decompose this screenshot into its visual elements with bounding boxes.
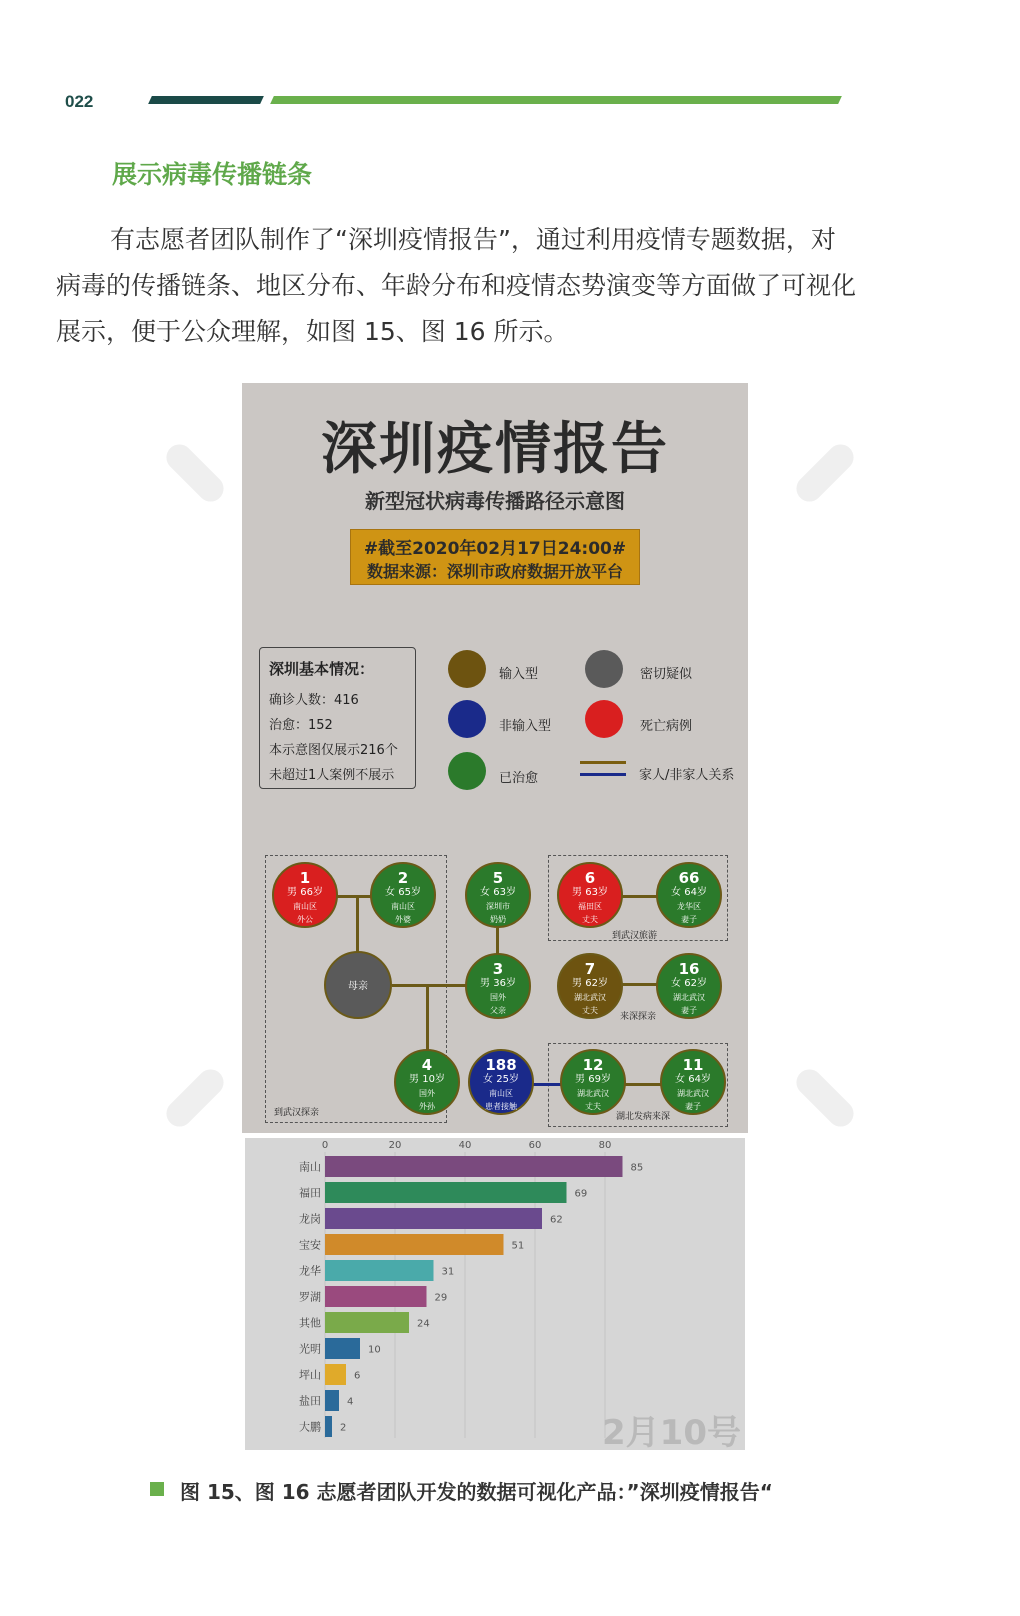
- poster-title: 深圳疫情报告: [321, 417, 669, 482]
- case-node-5: 5 女 63岁 深圳市 奶奶: [465, 862, 531, 928]
- legend-death-dot: [585, 700, 623, 738]
- bar: [325, 1312, 409, 1333]
- category-label: 坪山: [299, 1368, 321, 1382]
- group-label-hubei-onset: 湖北发病来深: [616, 1112, 671, 1122]
- bar: [325, 1260, 434, 1281]
- page-number: 022: [65, 92, 94, 111]
- legend-imported-dot: [448, 650, 486, 688]
- case-node-6: 6 男 63岁 福田区 丈夫: [557, 862, 623, 928]
- bar: [325, 1182, 567, 1203]
- case-node-4: 4 男 10岁 国外 外孙: [394, 1049, 460, 1115]
- bar: [325, 1390, 339, 1411]
- connector: [622, 1083, 662, 1086]
- mother-node: 母亲: [324, 951, 392, 1019]
- legend-relation-label: 家人/非家人关系: [639, 768, 735, 783]
- x-tick-label: 40: [458, 1140, 472, 1151]
- decor-stroke: [161, 439, 229, 507]
- value-label: 6: [354, 1370, 361, 1382]
- group-label-visit-shenzhen: 来深探亲: [620, 1012, 657, 1022]
- value-label: 69: [574, 1188, 588, 1200]
- paragraph-line-2: 病毒的传播链条、地区分布、年龄分布和疫情态势演变等方面做了可视化: [56, 271, 857, 300]
- case-node-66: 66 女 64岁 龙华区 妻子: [656, 862, 722, 928]
- category-label: 大鹏: [299, 1420, 321, 1434]
- category-label: 福田: [299, 1186, 321, 1200]
- category-label: 南山: [299, 1160, 321, 1174]
- section-title: 展示病毒传播链条: [112, 160, 313, 189]
- legend-imported-label: 输入型: [499, 667, 539, 682]
- bar: [325, 1416, 332, 1437]
- value-label: 2: [340, 1422, 347, 1434]
- case-node-11: 11 女 64岁 湖北武汉 妻子: [660, 1049, 726, 1115]
- info-box: [259, 647, 416, 789]
- caption-marker: [150, 1482, 164, 1496]
- legend-non-imported-dot: [448, 700, 486, 738]
- case-node-188: 188 女 25岁 南山区 患者接触: [468, 1049, 534, 1115]
- connector: [622, 895, 657, 898]
- legend-close-contact-label: 密切疑似: [640, 667, 693, 682]
- value-label: 29: [434, 1292, 448, 1304]
- value-label: 51: [511, 1240, 525, 1252]
- legend-nonfamily-line: [580, 773, 626, 776]
- bar-chart-figure: [245, 1138, 745, 1450]
- connector: [426, 984, 429, 1059]
- legend-death-label: 死亡病例: [640, 719, 693, 734]
- paragraph-line-1: 有志愿者团队制作了“深圳疫情报告”，通过利用疫情专题数据，对: [110, 225, 836, 254]
- poster-source: 数据来源：深圳市政府数据开放平台: [366, 562, 623, 581]
- bar-chart-svg: [245, 1138, 745, 1450]
- category-label: 宝安: [299, 1238, 321, 1252]
- case-node-2: 2 女 65岁 南山区 外婆: [370, 862, 436, 928]
- bar: [325, 1338, 360, 1359]
- connector: [392, 984, 472, 987]
- case-node-7: 7 男 62岁 湖北武汉 丈夫: [557, 953, 623, 1019]
- date-watermark: 2月10号: [602, 1413, 741, 1450]
- decor-stroke: [791, 1064, 859, 1132]
- value-label: 62: [550, 1214, 563, 1226]
- paragraph-line-3: 展示，便于公众理解，如图 15、图 16 所示。: [56, 317, 569, 346]
- value-label: 31: [441, 1266, 455, 1278]
- x-tick-label: 20: [388, 1140, 402, 1151]
- case-node-16: 16 女 62岁 湖北武汉 妻子: [656, 953, 722, 1019]
- case-node-1: 1 男 66岁 南山区 外公: [272, 862, 338, 928]
- bar: [325, 1286, 427, 1307]
- info-heading: 深圳基本情况：: [269, 660, 375, 678]
- poster-date-box: [350, 529, 640, 585]
- header-bar-green: [270, 96, 842, 104]
- connector: [620, 983, 658, 986]
- info-confirmed: 确诊人数：416: [269, 693, 359, 708]
- case-node-12: 12 男 69岁 湖北武汉 丈夫: [560, 1049, 626, 1115]
- group-label-wuhan-visit: 到武汉探亲: [274, 1108, 320, 1118]
- x-tick-label: 80: [598, 1140, 612, 1151]
- decor-stroke: [791, 439, 859, 507]
- info-cured: 治愈：152: [269, 718, 333, 733]
- info-note-1: 本示意图仅展示216个: [269, 743, 398, 758]
- category-label: 龙华: [299, 1264, 321, 1278]
- poster-figure: [242, 383, 748, 1133]
- value-label: 4: [347, 1396, 354, 1408]
- legend-non-imported-label: 非输入型: [499, 719, 552, 734]
- value-label: 85: [630, 1162, 644, 1174]
- legend-cured-dot: [448, 752, 486, 790]
- info-note-2: 未超过1人案例不展示: [269, 768, 395, 783]
- category-label: 龙岗: [299, 1212, 321, 1226]
- legend-close-contact-dot: [585, 650, 623, 688]
- category-label: 光明: [299, 1342, 321, 1356]
- poster-date: #截至2020年02月17日24:00#: [363, 539, 627, 559]
- bar: [325, 1156, 623, 1177]
- x-tick-label: 0: [321, 1140, 329, 1151]
- figure-caption: 图 15、图 16 志愿者团队开发的数据可视化产品：”深圳疫情报告“: [180, 1480, 773, 1504]
- bar: [325, 1234, 504, 1255]
- legend-cured-label: 已治愈: [499, 771, 539, 786]
- category-label: 罗湖: [299, 1290, 321, 1304]
- poster-subtitle: 新型冠状病毒传播路径示意图: [365, 489, 625, 513]
- legend-family-line: [580, 761, 626, 764]
- group-label-wuhan-trip: 到武汉旅游: [612, 931, 658, 941]
- category-label: 盐田: [299, 1394, 321, 1408]
- header-bar-dark: [148, 96, 264, 104]
- bar: [325, 1364, 346, 1385]
- value-label: 10: [368, 1344, 381, 1356]
- value-label: 24: [417, 1318, 430, 1330]
- case-node-3: 3 男 36岁 国外 父亲: [465, 953, 531, 1019]
- x-tick-label: 60: [528, 1140, 542, 1151]
- category-label: 其他: [299, 1316, 321, 1330]
- bar: [325, 1208, 542, 1229]
- decor-stroke: [161, 1064, 229, 1132]
